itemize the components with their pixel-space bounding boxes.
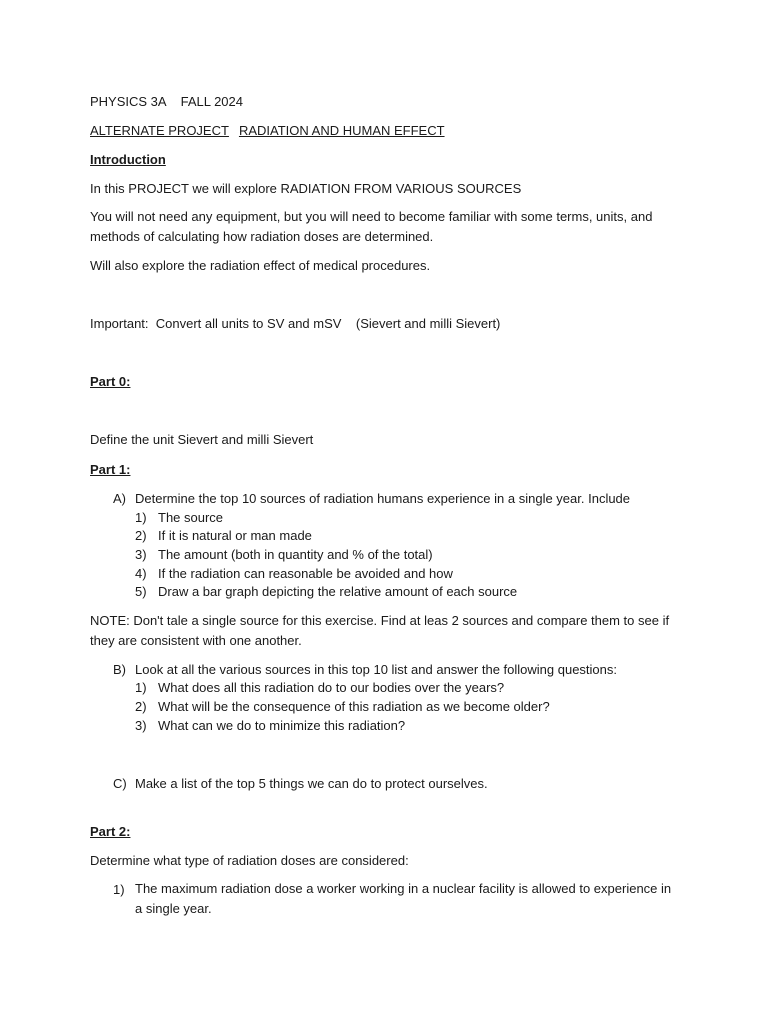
project-title	[90, 121, 445, 140]
part1-b-text: Look at all the various sources in this top 10 list and answer the following questions:	[135, 662, 617, 677]
part1-note: NOTE: Don't tale a single source for this exercise. Find at leas 2 sources and compare them to see if they are consistent with one another.	[90, 613, 670, 648]
part1-a-text: Determine the top 10 sources of radiation humans experience in a single year. Include	[135, 491, 631, 506]
part1-a-item-3-marker: 3)	[135, 547, 147, 562]
part1-a-item-2-marker: 2)	[135, 528, 147, 543]
part1-a-item-2: If it is natural or man made	[158, 528, 312, 543]
project-title-b: RADIATION AND HUMAN EFFECT	[238, 123, 445, 138]
part1-a-marker: A)	[113, 491, 126, 506]
important-note: Important: Convert all units to SV and mSV (Sievert and milli Sievert)	[90, 316, 501, 331]
part1-a-item-4-marker: 4)	[135, 566, 147, 581]
part2-item-1: The maximum radiation dose a worker working in a nuclear facility is allowed to experience in a single year.	[135, 881, 672, 916]
part1-a-item-3: The amount (both in quantity and % of the total)	[158, 547, 433, 562]
part1-c-text: Make a list of the top 5 things we can do to protect ourselves.	[135, 776, 488, 791]
part1-b-marker: B)	[113, 662, 126, 677]
part1-b-item-1-marker: 1)	[135, 680, 147, 695]
part1-a-item-1: The source	[158, 510, 224, 525]
intro-paragraph-3: Will also explore the radiation effect of medical procedures.	[90, 258, 431, 273]
intro-paragraph-2: You will not need any equipment, but you will need to become familiar with some terms, units, and methods of calculating how radiation doses are determined.	[90, 209, 653, 244]
part1-heading: Part 1:	[90, 462, 131, 477]
part1-b-item-2-marker: 2)	[135, 699, 147, 714]
part1-b-item-1: What does all this radiation do to our bodies over the years?	[158, 680, 505, 695]
part1-b-item-3-marker: 3)	[135, 718, 147, 733]
part2-heading: Part 2:	[90, 824, 131, 839]
part2-intro: Determine what type of radiation doses are considered:	[90, 853, 409, 868]
intro-paragraph-1: In this PROJECT we will explore RADIATION FROM VARIOUS SOURCES	[90, 181, 522, 196]
part1-b-item-2: What will be the consequence of this radiation as we become older?	[158, 699, 550, 714]
part0-text: Define the unit Sievert and milli Sievert	[90, 432, 314, 447]
part1-a-item-4: If the radiation can reasonable be avoided and how	[158, 566, 453, 581]
project-title-a: ALTERNATE PROJECT	[90, 123, 229, 138]
part0-heading: Part 0:	[90, 374, 131, 389]
part1-a-item-1-marker: 1)	[135, 510, 147, 525]
part1-b-item-3: What can we do to minimize this radiation?	[158, 718, 406, 733]
intro-heading: Introduction	[90, 152, 166, 167]
part1-c-marker: C)	[113, 776, 127, 791]
part1-a-item-5-marker: 5)	[135, 584, 147, 599]
course-name: PHYSICS 3A	[90, 94, 167, 109]
course-term: FALL 2024	[180, 94, 243, 109]
part1-a-item-5: Draw a bar graph depicting the relative amount of each source	[158, 584, 518, 599]
course-header	[90, 92, 243, 111]
part2-item-1-marker: 1)	[113, 882, 125, 897]
